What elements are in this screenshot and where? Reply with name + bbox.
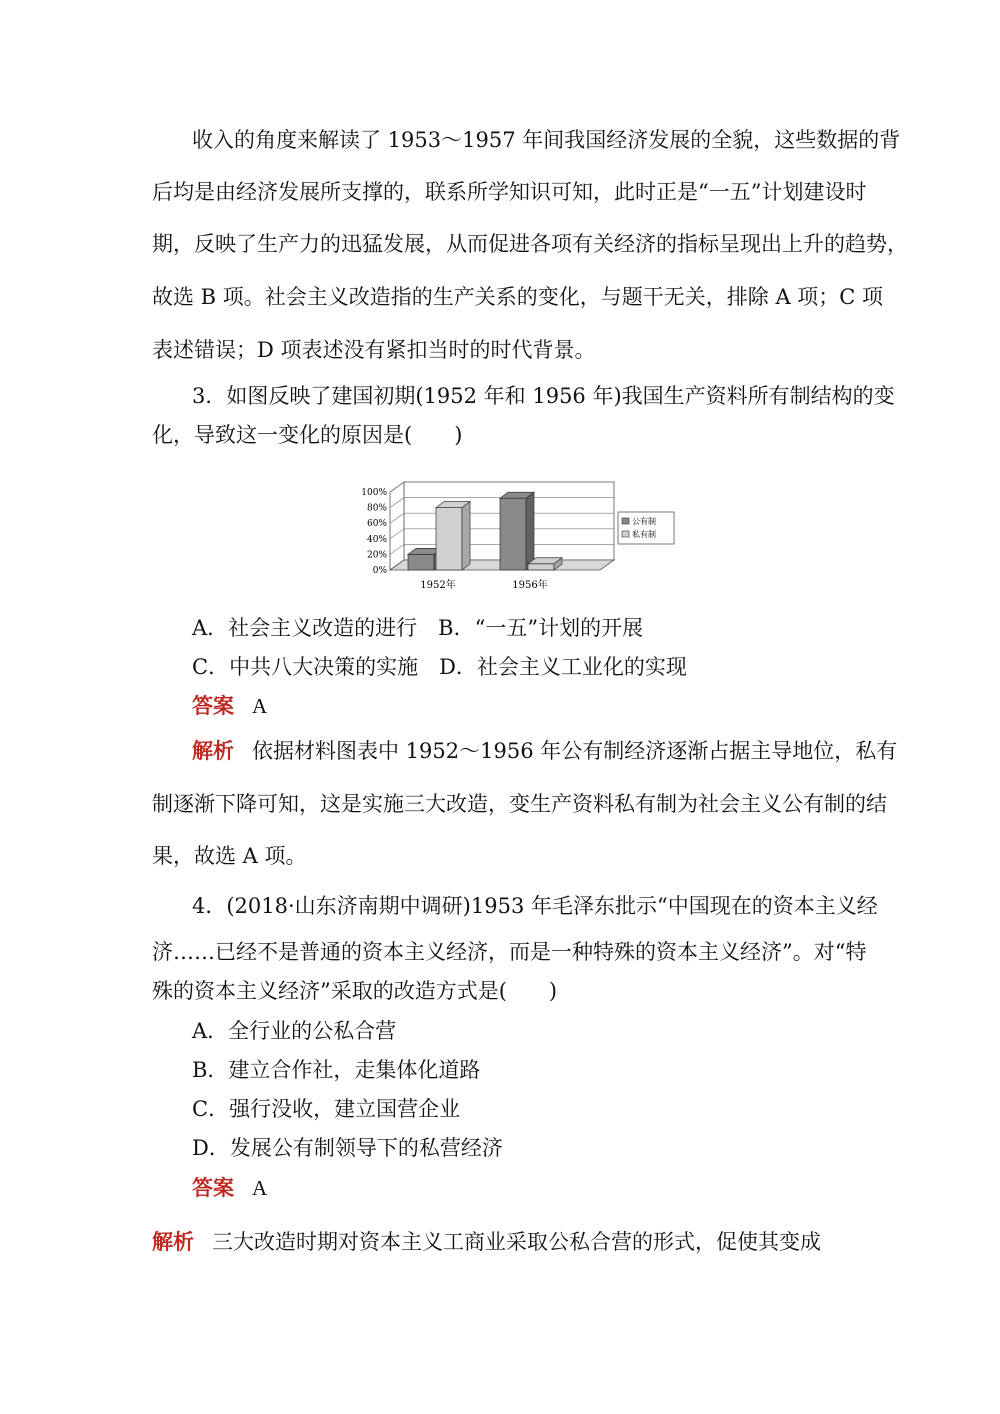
q3-answer: [192, 692, 267, 720]
q3-stem-line-1: 3．如图反映了建国初期(1952 年和 1956 年)我国生产资料所有制结构的变: [192, 384, 895, 408]
y-tick-label: 100%: [361, 488, 387, 498]
prev-explanation-line-2: 后均是由经济发展所支撑的，联系所学知识可知，此时正是“一五”计划建设时: [152, 180, 867, 204]
q3-answer-label: 答案: [192, 694, 234, 718]
q4-analysis-label: 解析: [152, 1230, 194, 1254]
q4-option-d: D．发展公有制领导下的私营经济: [192, 1136, 503, 1160]
q3-answer-value: A: [252, 694, 268, 718]
q4-option-b: B．建立合作社，走集体化道路: [192, 1058, 481, 1082]
bar-1956年-私有制: [528, 558, 562, 570]
legend-label-private: 私有制: [632, 530, 656, 539]
x-category-label: 1956年: [512, 580, 548, 591]
y-tick-label: 20%: [366, 550, 387, 561]
y-tick-label: 40%: [366, 534, 387, 545]
q4-stem-line-1: 4．(2018·山东济南期中调研)1953 年毛泽东批示“中国现在的资本主义经: [192, 894, 878, 918]
q3-options-line-2: C．中共八大决策的实施 D．社会主义工业化的实现: [192, 655, 687, 679]
prev-explanation-line-1: 收入的角度来解读了 1953～1957 年间我国经济发展的全貌，这些数据的背: [192, 128, 901, 152]
q3-analysis-line-3: 果，故选 A 项。: [152, 844, 307, 868]
q4-option-c: C．强行没收，建立国营企业: [192, 1097, 461, 1121]
ownership-chart-svg: [361, 474, 678, 598]
q4-analysis-text-1: 三大改造时期对资本主义工商业采取公私合营的形式，促使其变成: [212, 1230, 821, 1254]
q3-options-line-1: A．社会主义改造的进行 B．“一五”计划的开展: [192, 616, 644, 640]
q4-analysis-line-1: [152, 1228, 821, 1256]
q3-analysis-text-1: 依据材料图表中 1952～1956 年公有制经济逐渐占据主导地位，私有: [252, 739, 898, 763]
q4-stem-line-2: 济……已经不是普通的资本主义经济，而是一种特殊的资本主义经济”。对“特: [152, 940, 867, 964]
legend-label-public: 公有制: [632, 517, 656, 526]
prev-explanation-line-4: 故选 B 项。社会主义改造指的生产关系的变化，与题干无关，排除 A 项；C 项: [152, 285, 884, 309]
y-tick-label: 80%: [366, 503, 387, 514]
legend-swatch-private: [622, 531, 629, 537]
bar-1952年-私有制: [436, 502, 470, 570]
q3-analysis-line-2: 制逐渐下降可知，这是实施三大改造，变生产资料私有制为社会主义公有制的结: [152, 792, 887, 816]
q4-answer: [192, 1174, 267, 1202]
x-category-label: 1952年: [420, 580, 456, 591]
ownership-chart: [361, 474, 678, 598]
q3-analysis-line-1: [192, 737, 897, 765]
q4-answer-label: 答案: [192, 1176, 234, 1200]
prev-explanation-line-5: 表述错误；D 项表述没有紧扣当时的时代背景。: [152, 338, 596, 362]
y-tick-label: 60%: [366, 519, 387, 530]
chart-side-wall: [390, 482, 404, 570]
q3-stem-line-2: 化，导致这一变化的原因是( ): [152, 423, 463, 447]
q3-analysis-label: 解析: [192, 739, 234, 763]
bar-1956年-公有制: [500, 492, 534, 570]
y-tick-label: 0%: [372, 566, 387, 576]
q4-stem-line-3: 殊的资本主义经济”采取的改造方式是( ): [152, 979, 558, 1003]
q4-option-a: A．全行业的公私合营: [192, 1019, 397, 1043]
prev-explanation-line-3: 期，反映了生产力的迅猛发展，从而促进各项有关经济的指标呈现出上升的趋势，: [152, 232, 908, 256]
legend-swatch-public: [622, 518, 629, 524]
q4-answer-value: A: [252, 1176, 268, 1200]
